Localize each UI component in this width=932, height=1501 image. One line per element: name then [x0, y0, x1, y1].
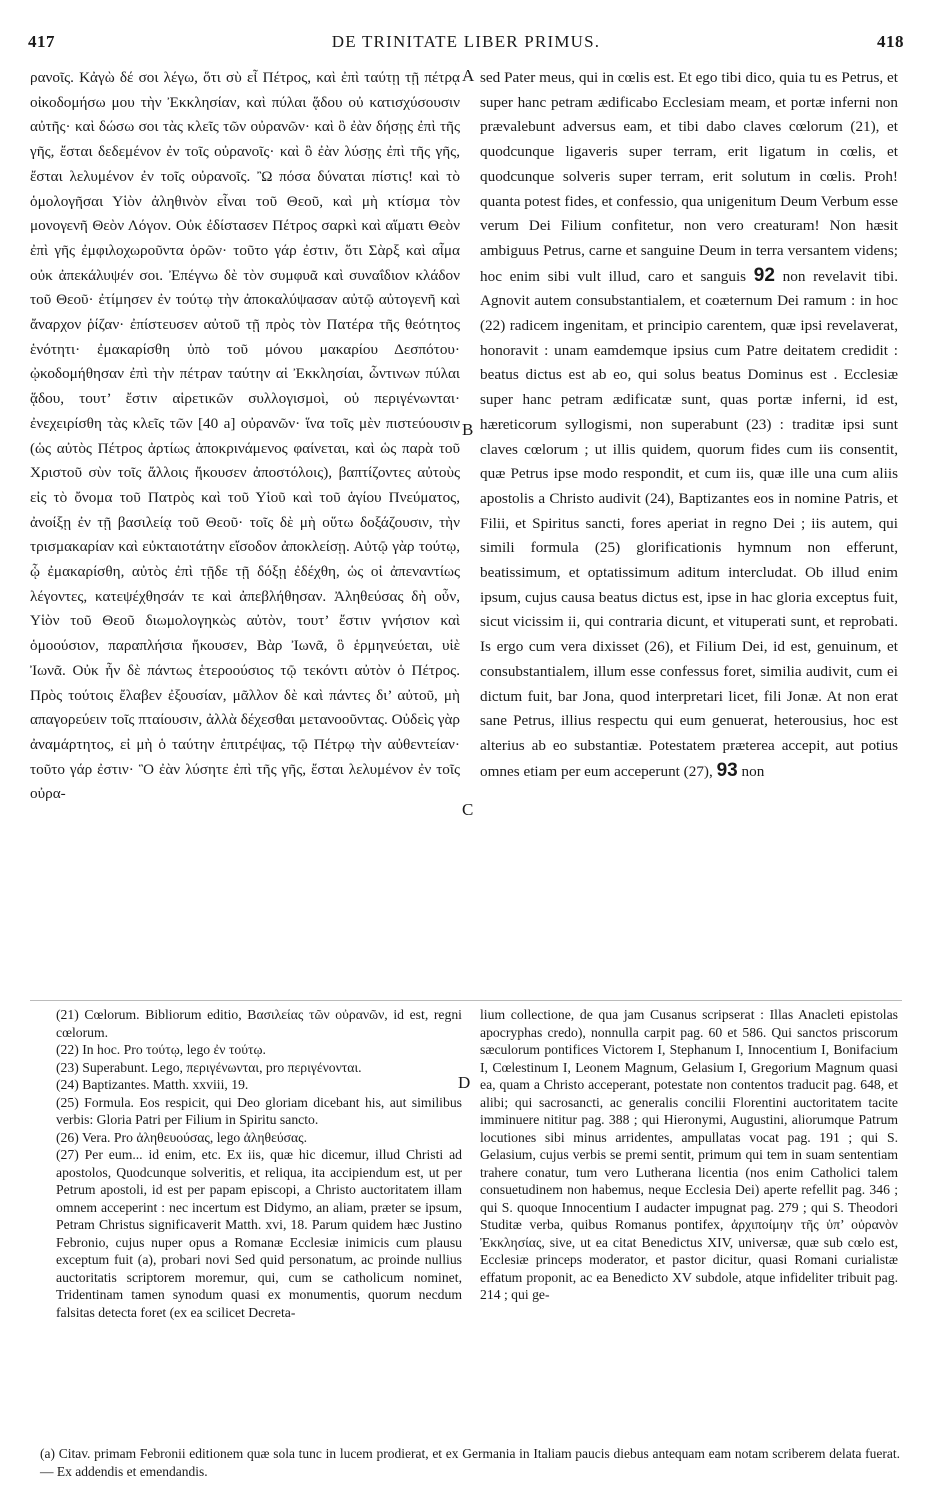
latin-text-part-2: non revelavit tibi. Agnovit autem consubstantialem, et coæternum Dei ramum : in hoc (22) radicem ingenitam, et principio carentem, quæ ipsi revelaverat, honoravit : unam eamdemque ipsius cum Patre deitatem credidit : beatus dictus est ab eo, qui solus beatus Dominus est . Ecclesiæ super hanc petram ædificatæ sunt, quas portæ inferni, id est, hæreticorum syllogismi, non superabunt (23) : traditæ ipsi sunt claves cœlorum ; ut illis quidem, quorum fides cum iis consentit, quæ Petrus ipse modo respondit, et cum iis, quæ ille una cum aliis apostolis a Christo audivit (24), Baptizantes eos in nomine Patris, et Filii, et Spiritus sancti, fores aperiat in regno Dei ; iis autem, qui simili formula (25) glorificationis hymnum non efferunt, beatissimum, et optatissimum aditum intercludat. Ob illud enim ipsum, cujus causa beatus dictus est, ipse in hac gloria exceptus fuit, sicut vicissim ii, qui contraria dicunt, et vituperati sunt, et reprobati. Is ergo cum vera dixisset (26), et Filium Dei, id est, genuinum, et consubstantialem, illum esse confessus foret, similia audivit, cum ei dictum fuit, bar Jona, quod interpretari licet, fili Jonæ. At non erat sane Petrus, illius respectu qui eum genuerat, heterousius, hoc est alterius ab eo substantiæ. Potestatem præterea accepit, aut potius omnes etiam per eum acceperunt (27), [480, 267, 898, 780]
folio-marker: [40 a] [197, 414, 236, 432]
note-27: (27) Per eum... id enim, etc. Ex iis, quæ hic dicemur, illud Christi ad apostolos, Quodcunque solveritis, et reliqua, ita accipiendum est, ut per Petrum apostoli, id est per papam episcopi, a Christo auctoritatem illam omnem acceperint : nec incertum est Didymo, an aliam, præter se ipsum, Petram Christus significaverit Matth. xvi, 18. Parum quidem hæc Justino Febronio, cujus nuper opus a Romanæ Ecclesiæ inimicis cum plausu exceptum fuit (a), probari novi Sed quid personatum, ac proinde nullius auctoritatis scriptorem moremur, qui, cum se catholicum nominet, Tridentinam tamen synodum quasi ex monumentis, quorum necdum falsitas detecta foret (ex ea scilicet Decreta- [56, 1147, 462, 1320]
running-title: DE TRINITATE LIBER PRIMUS. [331, 32, 601, 51]
latin-paragraph [480, 66, 898, 784]
running-header [24, 32, 908, 54]
page-number-left: 417 [28, 32, 55, 51]
note-22: (22) In hoc. Pro τούτῳ, lego ἐν τούτῳ. [56, 1042, 266, 1057]
page-marker-92: 92 [753, 264, 775, 286]
note-23: (23) Superabunt. Lego, περιγένωνται, pro περιγένονται. [56, 1059, 362, 1075]
latin-text-part-1: sed Pater meus, qui in cœlis est. Et ego tibi dico, quia tu es Petrus, et super hanc petram ædificabo Ecclesiam meam, et portæ inferni non prævalebunt adversus eam, et tibi dabo claves cœlorum (21), et quodcunque ligaveris super terram, erit ligatum in cœlis, et quodcunque solveris super terram, erit solutum in cœlis. Proh! quanta potest fides, et confessio, qua unigenitum Deum Verbum esse verum Dei Filium confitetur, non vero creaturam! Non hæsit ambiguus Petrus, carne et sanguine Deum in terra versantem videns; hoc enim sibi vult illud, caro et sanguis [480, 69, 898, 285]
margin-letter-c: C [462, 800, 474, 819]
greek-text-column [30, 66, 460, 807]
margin-letter-d: D [458, 1073, 471, 1092]
latin-text-column [480, 66, 898, 784]
margin-letter-b: B [462, 420, 474, 439]
margin-letter-a: A [462, 66, 475, 85]
page-footnote [40, 1445, 900, 1481]
note-26: (26) Vera. Pro ἀληθευούσας, lego ἀληθεύσας. [56, 1129, 307, 1145]
latin-text-part-3: non [741, 762, 765, 780]
note-24: (24) Baptizantes. Matth. xxviii, 19. [56, 1077, 249, 1092]
page-marker-93: 93 [716, 759, 738, 781]
greek-paragraph [30, 66, 460, 807]
footnote-a: (a) Citav. primam Febronii editionem quæ sola tunc in lucem prodierat, et ex Germania in Italiam paucis diebus antequam eam notam scriberem delata fuerat. — Ex addendis et emendandis. [40, 1446, 900, 1479]
note-21: (21) Cœlorum. Bibliorum editio, Βασιλείας τῶν οὐρανῶν, id est, regni cœlorum. [56, 1007, 462, 1040]
notes-right-column [480, 1006, 898, 1304]
page-number-right: 418 [877, 32, 904, 51]
notes-divider [30, 1000, 902, 1001]
greek-text-part-2: οὐρανῶν· ἵνα τοῖς μὲν πιστεύουσιν (ὡς αὐτὸς Πέτρος ἀρτίως ἀποκρινάμενος φαίνεται, καὶ ὡς παρὰ τοῦ Χριστοῦ σὺν τοῖς ἄλλοις ἤκουσεν ἀποστόλοις), βαπτίζοντες αὐτοὺς εἰς τὸ ὄνομα τοῦ Πατρὸς καὶ τοῦ Υἱοῦ καὶ τοῦ ἁγίου Πνεύματος, ἀνοίξῃ ἐν τῇ βασιλείᾳ τοῦ Θεοῦ· τοῖς δὲ μὴ οὕτω δοξάζουσιν, τὴν τρισμακαρίαν καὶ εὐκταιοτάτην εἴσοδον ἀποκλείσῃ. Αὐτῷ γὰρ τούτῳ, ᾧ ἐμακαρίσθη, αὐτὸς ἐπὶ τῇδε τῇ δόξῃ ἐδέχθη, ὡς οἱ ἀπεναντίως λέγοντες, κατεψέχθησάν τε καὶ ἀπεβλήθησαν. Ἀληθεύσας δὴ οὖν, Υἱὸν τοῦ Θεοῦ διωμολογηκὼς αὐτὸν, τουτ’ ἔστιν γνήσιον καὶ ὁμοούσιον, παραπλήσια ἤκουσεν, Βὰρ Ἰωνᾶ, ὃ ἑρμηνεύεται, υἱὲ Ἰωνᾶ. Οὐκ ἦν δὲ πάντως ἑτεροούσιος τῷ τεκόντι αὐτὸν ὁ Πέτρος. Πρὸς τούτοις ἔλαβεν ἐξουσίαν, μᾶλλον δὲ καὶ πάντες δι’ αὐτοῦ, μὴ απαγορεύειν τοῖς πταίουσιν, ἀλλὰ δέχεσθαι μετανοοῦντας. Οὐδεὶς γὰρ ἀναμάρτητος, εἰ μὴ ὁ ταύτην ἐπιτρέψας, τῷ Πέτρῳ τὴν αὐθεντείαν· τοῦτο γάρ ἐστιν· Ὃ ἐὰν λύσητε ἐπὶ τῆς γῆς, ἔσται λελυμένον ἐν τοῖς οὐρα- [30, 414, 461, 803]
greek-text-part-1: ρανοῖς. Κἀγὼ δέ σοι λέγω, ὅτι σὺ εἶ Πέτρος, καὶ ἐπὶ ταύτῃ τῇ πέτρᾳ οἰκοδομήσω μου τὴν Ἐκκλησίαν, καὶ πύλαι ᾅδου οὐ κατισχύσουσιν αὐτῆς· καὶ δώσω σοι τὰς κλεῖς τῶν οὐρανῶν· καὶ ὃ ἐὰν δήσῃς ἐπὶ τῆς γῆς, ἔσται δεδεμένον ἐν τοῖς οὐρανοῖς· καὶ ὃ ἐὰν λύσῃς ἐπὶ τῆς γῆς, ἔσται λελυμένον ἐν τοῖς οὐρανοῖς. Ὢ πόσα δύναται πίστις! καὶ τὸ ὁμολογῆσαι Υἱὸν ἀληθινὸν εἶναι τοῦ Θεοῦ, καὶ μὴ κτίσμα τὸν μονογενῆ Θεὸν Λόγον. Οὐκ ἐδίστασεν Πέτρος σαρκὶ καὶ αἵματι Θεὸν ἐπὶ γῆς ἐμφιλοχωροῦντα ὁρῶν· τοῦτο γάρ ἐστιν, ὅτι Σὰρξ καὶ αἷμα οὐκ ἀπεκάλυψέν σοι. Ἐπέγνω δὲ τὸν συμφυᾶ καὶ συναΐδιον κλάδον τοῦ Θεοῦ· ἐτίμησεν ἐν τούτῳ τὴν ἀποκαλύψασαν αὐτῷ αὐτογενῆ καὶ ἄναρχον ῥίζαν· ἐπίστευσεν αὐτοῦ τῇ πρὸς τὸν Πατέρα τῆς θεότητος ἑνότητι· ἐμακαρίσθη ὑπὸ τοῦ μόνου μακαρίου Δεσπότου· ᾠκοδομήθησαν ἐπὶ τὴν πέτραν ταύτην αἱ Ἐκκλησίαι, ὧντινων πύλαι ᾅδου, τουτ’ ἔστιν αἱρετικῶν συλλογισμοὶ, οὐ περιγένωνται· ἐνεχειρίσθη τὰς κλεῖς τῶν [30, 69, 460, 432]
note-27-continued: lium collectione, de qua jam Cusanus scripserat : Illas Anacleti epistolas apocryphas credo), nonnulla carpit pag. 60 et 586. Qui sanctos priscorum sæculorum pontifices Victorem I, Stephanum I, Innocentium I, Bonifacium I, Cœlestinum I, Leonem Magnum, Gelasium I, Gregorium Magnum quasi ea, quam a Christo acceperant, potestate non contentos traducit pag. 648, et alibi; qui sacrosancti, ac generalis concilii Florentini auctoritatem tacite imminuere nititur pag. 388 ; qui Hieronymi, Augustini, aliorumque Patrum locutiones sibi minus arridentes, ampullatas vocat pag. 191 ; qui S. Gelasium, cujus verbis se premi sentit, primum qui tem in suam sententiam trahere conatur, tum vero Lutherana licentia (nos enim Catholici talem consuetudinem non habemus, neque Ecclesia Dei) aperte refellit pag. 346 ; qui S. quoque Innocentium I audacter impugnat pag. 279 ; qui S. Theodori Studitæ verba, quibus Romanus pontifex, ἀρχιποίμην τῆς ὑπ’ οὐρανὸν Ἐκκλησίας, sive, ut ea citat Benedictus XIV, universæ, quæ sub cœlo est, Ecclesiæ princeps moderator, et pastor dicitur, quasi Romani curialistæ effatum proponit, ac ea Benedicto XV subdole, atque infideliter tribuit pag. 214 ; qui ge- [480, 1007, 898, 1302]
notes-left-column [56, 1006, 462, 1321]
note-25: (25) Formula. Eos respicit, qui Deo gloriam dicebant his, aut similibus verbis: Gloria Patri per Filium in Spiritu sancto. [56, 1094, 462, 1127]
